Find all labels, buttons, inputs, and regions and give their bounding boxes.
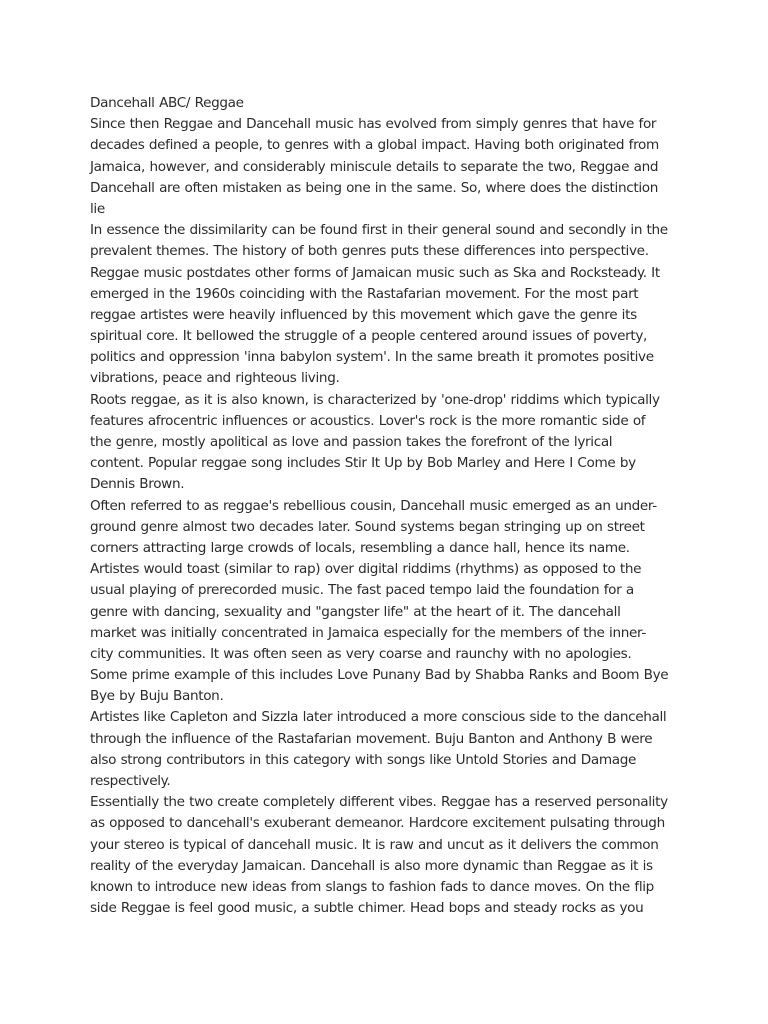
text-line: Dancehall are often mistaken as being one in the same. So, where does the distinction [90, 179, 658, 196]
text-line: market was initially concentrated in Jamaica especially for the members of the inner- [90, 624, 646, 641]
text-line: through the influence of the Rastafarian movement. Buju Banton and Anthony B were [90, 730, 653, 747]
text-line: Bye by Buju Banton. [90, 688, 224, 705]
text-line: Essentially the two create completely different vibes. Reggae has a reserved personality [90, 794, 668, 811]
text-line: as opposed to dancehall's exuberant demeanor. Hardcore excitement pulsating through [90, 815, 665, 832]
text-line: Since then Reggae and Dancehall music has evolved from simply genres that have for [90, 116, 657, 133]
text-line: city communities. It was often seen as very coarse and raunchy with no apologies. [90, 645, 632, 662]
text-line: vibrations, peace and righteous living. [90, 370, 340, 387]
document-title: Dancehall ABC/ Reggae [90, 95, 244, 111]
text-line: the genre, mostly apolitical as love and passion takes the forefront of the lyrical [90, 434, 613, 450]
text-line: politics and oppression 'inna babylon system'. In the same breath it promotes positive [90, 349, 654, 366]
text-line: respectively. [90, 773, 171, 789]
text-line: emerged in the 1960s coinciding with the Rastafarian movement. For the most part [90, 285, 639, 302]
text-line: known to introduce new ideas from slangs to fashion fads to dance moves. On the flip [90, 878, 654, 895]
text-line: Roots reggae, as it is also known, is characterized by 'one-drop' riddims which typically [90, 391, 660, 408]
text-line: Reggae music postdates other forms of Jamaican music such as Ska and Rocksteady. It [90, 264, 660, 281]
text-line: In essence the dissimilarity can be found first in their general sound and secondly in the [90, 222, 668, 239]
text-line: genre with dancing, sexuality and "gangster life" at the heart of it. The dancehall [90, 603, 621, 620]
text-line: your stereo is typical of dancehall music. It is raw and uncut as it delivers the common [90, 836, 659, 853]
text-line: Some prime example of this includes Love Punany Bad by Shabba Ranks and Boom Bye [90, 667, 669, 684]
text-line: Often referred to as reggae's rebellious cousin, Dancehall music emerged as an under- [90, 497, 657, 514]
text-line: corners attracting large crowds of locals, resembling a dance hall, hence its name. [90, 539, 630, 556]
text-line: decades defined a people, to genres with a global impact. Having both originated from [90, 137, 659, 154]
text-line: features afrocentric influences or acoustics. Lover's rock is the more romantic side of [90, 412, 646, 429]
document-page [90, 93, 680, 919]
text-line: usual playing of prerecorded music. The fast paced tempo laid the foundation for a [90, 582, 634, 599]
text-line: Artistes like Capleton and Sizzla later introduced a more conscious side to the dancehall [90, 709, 667, 726]
text-line: lie [90, 200, 105, 217]
text-line: Artistes would toast (similar to rap) over digital riddims (rhythms) as opposed to the [90, 561, 642, 578]
text-line: Dennis Brown. [90, 476, 185, 493]
text-line: also strong contributors in this category with songs like Untold Stories and Damage [90, 751, 637, 768]
text-line: spiritual core. It bellowed the struggle of a people centered around issues of poverty, [90, 328, 648, 345]
text-line: content. Popular reggae song includes Stir It Up by Bob Marley and Here I Come by [90, 455, 636, 472]
text-line: ground genre almost two decades later. Sound systems began stringing up on street [90, 518, 645, 535]
text-line: Jamaica, however, and considerably miniscule details to separate the two, Reggae and [90, 158, 659, 175]
text-line: prevalent themes. The history of both genres puts these differences into perspective. [90, 243, 649, 260]
text-line: side Reggae is feel good music, a subtle chimer. Head bops and steady rocks as you [90, 900, 644, 917]
text-line: reggae artistes were heavily influenced by this movement which gave the genre its [90, 306, 637, 323]
text-line: reality of the everyday Jamaican. Dancehall is also more dynamic than Reggae as it is [90, 857, 653, 874]
